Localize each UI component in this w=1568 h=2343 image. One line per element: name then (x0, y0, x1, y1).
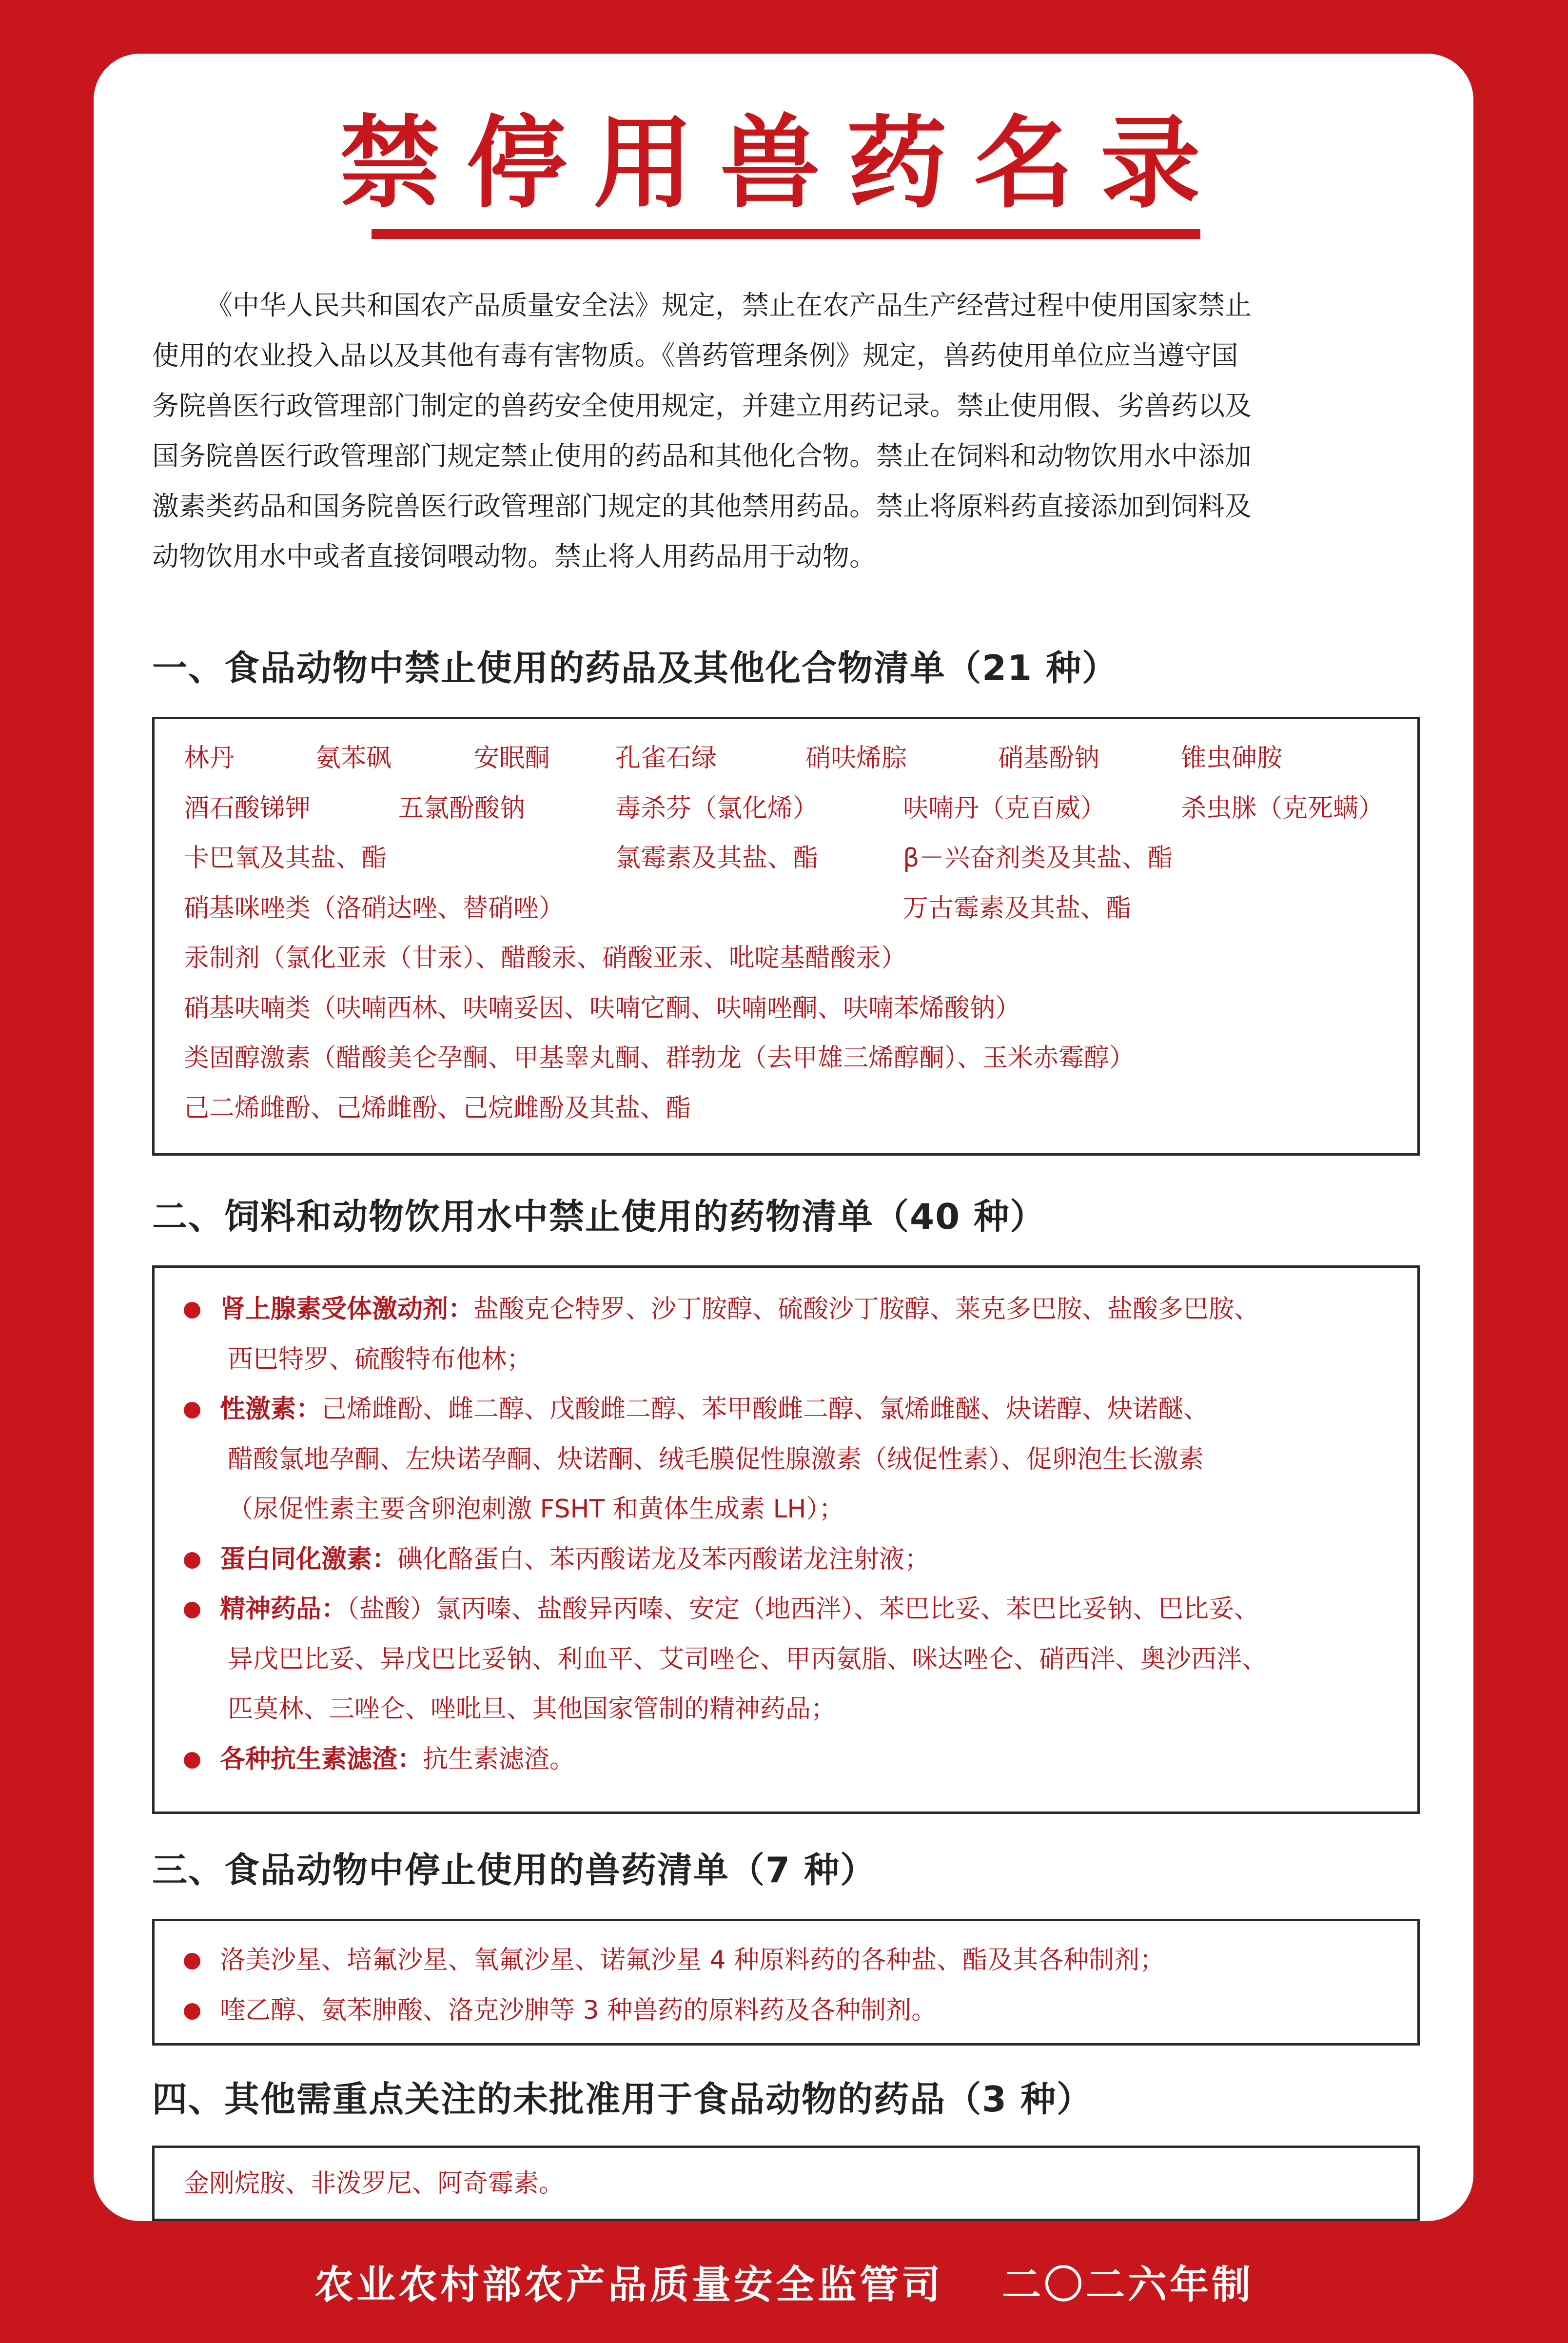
intro-line: 使用的农业投入品以及其他有毒有害物质。《兽药管理条例》规定，兽药使用单位应当遵守国 (152, 340, 1238, 371)
item-text: 醋酸氯地孕酮、左炔诺孕酮、炔诺酮、绒毛膜促性腺激素（绒促性素）、促卵泡生长激素 (228, 1445, 1204, 1474)
bullet-icon (184, 1302, 200, 1319)
item-label: 性激素： (220, 1395, 322, 1424)
item-text: 异戊巴比妥、异戊巴比妥钠、利血平、艾司唑仑、甲丙氨脂、咪达唑仑、硝西泮、奥沙西泮、 (228, 1645, 1268, 1674)
list-item (184, 1542, 930, 1576)
bullet-icon (184, 2003, 200, 2020)
bullet-icon (184, 1552, 200, 1569)
intro-line: 激素类药品和国务院兽医行政管理部门规定的其他禁用药品。禁止将原料药直接添加到饲料及 (152, 491, 1252, 522)
section-2-box (152, 1265, 1420, 1814)
page-title: 禁停用兽药名录 (340, 105, 1227, 222)
drug-item: 万古霉素及其盐、酯 (903, 894, 1132, 923)
drug-item: 毒杀芬（氯化烯） (615, 794, 819, 823)
drug-item: 硝呋烯腙 (805, 744, 907, 773)
bullet-icon (184, 1752, 200, 1769)
drug-item: 己二烯雌酚、己烯雌酚、己烷雌酚及其盐、酯 (184, 1094, 691, 1123)
footer-year: 二〇二六年制 (1002, 2262, 1254, 2307)
drug-item: 氯霉素及其盐、酯 (615, 844, 819, 873)
list-item (184, 1993, 937, 2028)
item-text: （尿促性素主要含卵泡刺激 FSHT 和黄体生成素 LH）； (228, 1495, 844, 1524)
bullet-icon (184, 1953, 200, 1969)
item-text: 西巴特罗、硫酸特布他林； (228, 1345, 532, 1374)
section-4-heading: 四、其他需重点关注的未批准用于食品动物的药品（3 种） (152, 2079, 1093, 2120)
item-text: （盐酸）氯丙嗪、盐酸异丙嗪、安定（地西泮）、苯巴比妥、苯巴比妥钠、巴比妥、 (347, 1595, 1260, 1624)
drug-item: 硝基咪唑类（洛硝达唑、替硝唑） (184, 894, 565, 923)
section-3-box (152, 1919, 1420, 2046)
item-text: 抗生素滤渣。 (423, 1745, 575, 1774)
drug-item: 孔雀石绿 (615, 744, 717, 773)
intro-line: 《中华人民共和国农产品质量安全法》规定，禁止在农产品生产经营过程中使用国家禁止 (206, 290, 1252, 321)
drug-item: 安眠酮 (474, 744, 550, 773)
item-text: 匹莫林、三唑仑、唑吡旦、其他国家管制的精神药品； (228, 1694, 837, 1724)
item-text: 金刚烷胺、非泼罗尼、阿奇霉素。 (184, 2169, 565, 2198)
drug-item: 五氯酚酸钠 (398, 794, 526, 823)
content-card (94, 54, 1473, 2221)
list-item (184, 1943, 1165, 1977)
drug-item: 氨苯砜 (315, 744, 392, 773)
list-item (184, 1292, 1259, 1326)
bullet-icon (184, 1602, 200, 1618)
drug-item: 酒石酸锑钾 (184, 794, 311, 823)
drug-item: 卡巴氧及其盐、酯 (184, 844, 387, 873)
drug-item: 林丹 (184, 744, 235, 773)
item-label: 蛋白同化激素： (220, 1545, 398, 1574)
list-item (184, 1742, 575, 1776)
drug-item: 锥虫砷胺 (1181, 744, 1283, 773)
intro-line: 国务院兽医行政管理部门规定禁止使用的药品和其他化合物。禁止在饲料和动物饮用水中添加 (152, 440, 1252, 472)
footer-issuer: 农业农村部农产品质量安全监管司 (314, 2262, 943, 2307)
drug-item: 杀虫脒（克死螨） (1181, 794, 1384, 823)
item-text: 己烯雌酚、雌二醇、戊酸雌二醇、苯甲酸雌二醇、氯烯雌醚、炔诺醇、炔诺醚、 (321, 1395, 1209, 1424)
item-label: 精神药品： (220, 1595, 347, 1624)
item-text: 洛美沙星、培氟沙星、氧氟沙星、诺氟沙星 4 种原料药的各种盐、酯及其各种制剂； (220, 1946, 1165, 1975)
section-4-box (152, 2146, 1420, 2221)
title-underline (372, 229, 1200, 239)
item-text: 喹乙醇、氨苯胂酸、洛克沙胂等 3 种兽药的原料药及各种制剂。 (220, 1996, 937, 2025)
drug-item: 硝基呋喃类（呋喃西林、呋喃妥因、呋喃它酮、呋喃唑酮、呋喃苯烯酸钠） (184, 994, 1021, 1023)
drug-item: 汞制剂（氯化亚汞（甘汞）、醋酸汞、硝酸亚汞、吡啶基醋酸汞） (184, 944, 907, 973)
intro-paragraph (152, 280, 1420, 582)
item-label: 肾上腺素受体激动剂： (220, 1295, 474, 1324)
footer (0, 2258, 1568, 2311)
list-item (184, 1392, 1209, 1426)
list-item (184, 1592, 1259, 1626)
item-text: 盐酸克仑特罗、沙丁胺醇、硫酸沙丁胺醇、莱克多巴胺、盐酸多巴胺、 (473, 1295, 1260, 1324)
item-label: 各种抗生素滤渣： (220, 1745, 423, 1774)
intro-line: 务院兽医行政管理部门制定的兽药安全使用规定，并建立用药记录。禁止使用假、劣兽药以及 (152, 390, 1252, 421)
item-text: 碘化酪蛋白、苯丙酸诺龙及苯丙酸诺龙注射液； (397, 1545, 930, 1574)
section-1-box (152, 717, 1420, 1156)
drug-item: 硝基酚钠 (998, 744, 1100, 773)
section-3-heading: 三、食品动物中停止使用的兽药清单（7 种） (152, 1850, 877, 1890)
drug-item: 呋喃丹（克百威） (903, 794, 1106, 823)
section-2-heading: 二、饲料和动物饮用水中禁止使用的药物清单（40 种） (152, 1196, 1046, 1237)
bullet-icon (184, 1402, 200, 1418)
drug-item: β－兴奋剂类及其盐、酯 (903, 844, 1173, 873)
intro-line: 动物饮用水中或者直接饲喂动物。禁止将人用药品用于动物。 (152, 541, 877, 572)
drug-item: 类固醇激素（醋酸美仑孕酮、甲基睾丸酮、群勃龙（去甲雄三烯醇酮）、玉米赤霉醇） (184, 1044, 1135, 1073)
section-1-heading: 一、食品动物中禁止使用的药品及其他化合物清单（21 种） (152, 648, 1118, 689)
